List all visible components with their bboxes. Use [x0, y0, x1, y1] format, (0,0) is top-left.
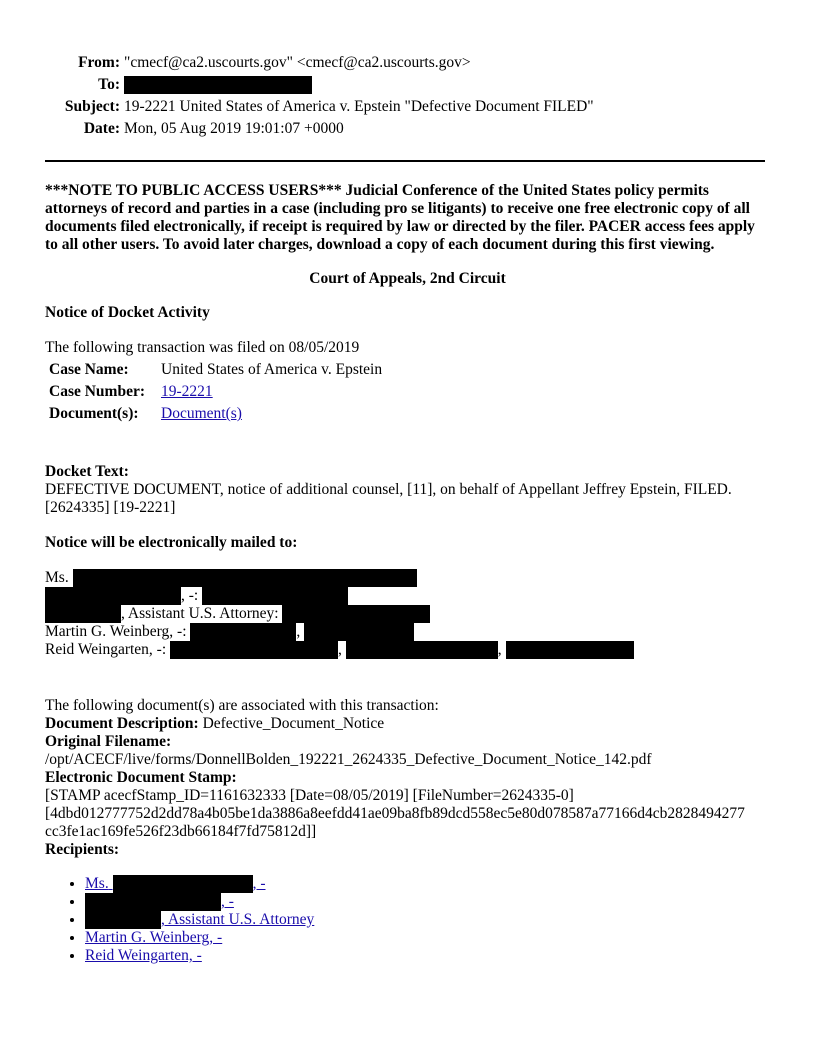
to-value-redacted [124, 76, 312, 94]
redaction [170, 641, 338, 659]
docket-text-label: Docket Text: [45, 463, 129, 480]
recipient-link-5[interactable]: Reid Weingarten, - [85, 947, 202, 964]
case-name-row [45, 359, 386, 381]
redaction [346, 641, 498, 659]
redaction [73, 569, 417, 587]
date-label: Date: [83, 120, 120, 137]
from-label: From: [78, 54, 120, 71]
mail-line-4 [45, 623, 770, 641]
redaction [85, 911, 161, 929]
stamp-line-2: [4dbd012777752d2dd78a4b05be1da3886a8eefdd41ae09ba8fb89dcd558ec5e80d078587a77166d4cb2828494277 [45, 805, 745, 822]
filed-line: The following transaction was filed on 08/05/2019 [45, 339, 360, 356]
associated-docs [45, 697, 770, 859]
recipient-link-3[interactable] [85, 911, 314, 928]
stamp-line-3: cc3fe1ac169fe526f23db66184f7fd75812d]] [45, 823, 317, 840]
redaction [190, 623, 296, 641]
mail-line-2 [45, 587, 770, 605]
recipient-item [85, 911, 770, 929]
comma: , [338, 641, 342, 658]
recipient-item [85, 929, 770, 947]
doc-description-value: Defective_Document_Notice [202, 715, 385, 732]
recipient-suffix: , - [221, 893, 234, 910]
case-number-label: Case Number: [49, 383, 145, 400]
message-body [45, 182, 770, 965]
redaction [282, 605, 430, 623]
assistant-attorney-text: , Assistant U.S. Attorney: [121, 605, 279, 622]
notice-title: Notice of Docket Activity [45, 304, 210, 321]
mailed-title: Notice will be electronically mailed to: [45, 534, 298, 551]
recipient-item [85, 893, 770, 911]
doc-description-label: Document Description: [45, 715, 199, 732]
weingarten-text: Reid Weingarten, -: [45, 641, 167, 658]
case-name-label: Case Name: [49, 361, 129, 378]
filename-value: /opt/ACECF/live/forms/DonnellBolden_192221_2624335_Defective_Document_Notice_142.pdf [45, 751, 652, 768]
filename-label: Original Filename: [45, 733, 172, 750]
weinberg-text: Martin G. Weinberg, -: [45, 623, 187, 640]
recipients-list [45, 875, 770, 965]
case-name-value: United States of America v. Epstein [161, 361, 383, 378]
from-value: "cmecf@ca2.uscourts.gov" <cmecf@ca2.uscourts.gov> [124, 54, 471, 71]
redaction [304, 623, 414, 641]
date-value: Mon, 05 Aug 2019 19:01:07 +0000 [124, 120, 344, 137]
mail-line-3 [45, 605, 770, 623]
documents-row [45, 403, 386, 425]
recipients-label: Recipients: [45, 841, 120, 858]
subject-value: 19-2221 United States of America v. Epstein "Defective Document FILED" [124, 98, 594, 115]
stamp-label: Electronic Document Stamp: [45, 769, 237, 786]
ms-prefix: Ms. [45, 569, 69, 586]
recipient-suffix: , Assistant U.S. Attorney [161, 911, 315, 928]
redaction [45, 587, 181, 605]
court-title: Court of Appeals, 2nd Circuit [309, 270, 506, 287]
mail-line-1 [45, 569, 770, 587]
recipient-link-2[interactable] [85, 893, 234, 910]
case-number-link[interactable]: 19-2221 [161, 383, 213, 400]
subject-label: Subject: [64, 98, 120, 115]
mail-line-5 [45, 641, 770, 659]
recipient-item [85, 947, 770, 965]
doc-description-line [45, 715, 770, 733]
to-label: To: [98, 76, 120, 93]
redaction [45, 605, 121, 623]
comma: , [497, 641, 502, 658]
stamp-line-1: [STAMP acecfStamp_ID=1161632333 [Date=08/05/2019] [FileNumber=2624335-0] [45, 787, 574, 804]
recipient-prefix: Ms. [85, 875, 109, 892]
recipient-link-4[interactable]: Martin G. Weinberg, - [85, 929, 223, 946]
redaction [113, 875, 253, 893]
case-table [45, 359, 386, 425]
sep-dash: , -: [181, 587, 199, 604]
recipient-suffix: , - [252, 875, 266, 892]
assoc-intro: The following document(s) are associated with this transaction: [45, 697, 439, 714]
comma: , [296, 623, 301, 640]
public-access-note: ***NOTE TO PUBLIC ACCESS USERS*** Judicial Conference of the United States policy permits attorneys of record and parties in a case (including pro se litigants) to receive one free electronic copy of all documents filed electronically, if receipt is required by law or directed by the filer. PACER access fees apply to all other users. To avoid later charges, download a copy of each document during this first viewing. [45, 182, 755, 253]
documents-label: Document(s): [49, 405, 139, 422]
header-divider [45, 160, 765, 162]
redaction [202, 587, 348, 605]
recipient-item [85, 875, 770, 893]
case-number-row [45, 381, 386, 403]
documents-link[interactable]: Document(s) [161, 405, 242, 422]
recipient-link-1[interactable] [85, 875, 266, 892]
redaction [506, 641, 634, 659]
docket-text: DEFECTIVE DOCUMENT, notice of additional counsel, [11], on behalf of Appellant Jeffrey Epstein, FILED. [2624335] [19-2221] [45, 481, 732, 516]
mail-list [45, 569, 770, 659]
redaction [85, 893, 221, 911]
